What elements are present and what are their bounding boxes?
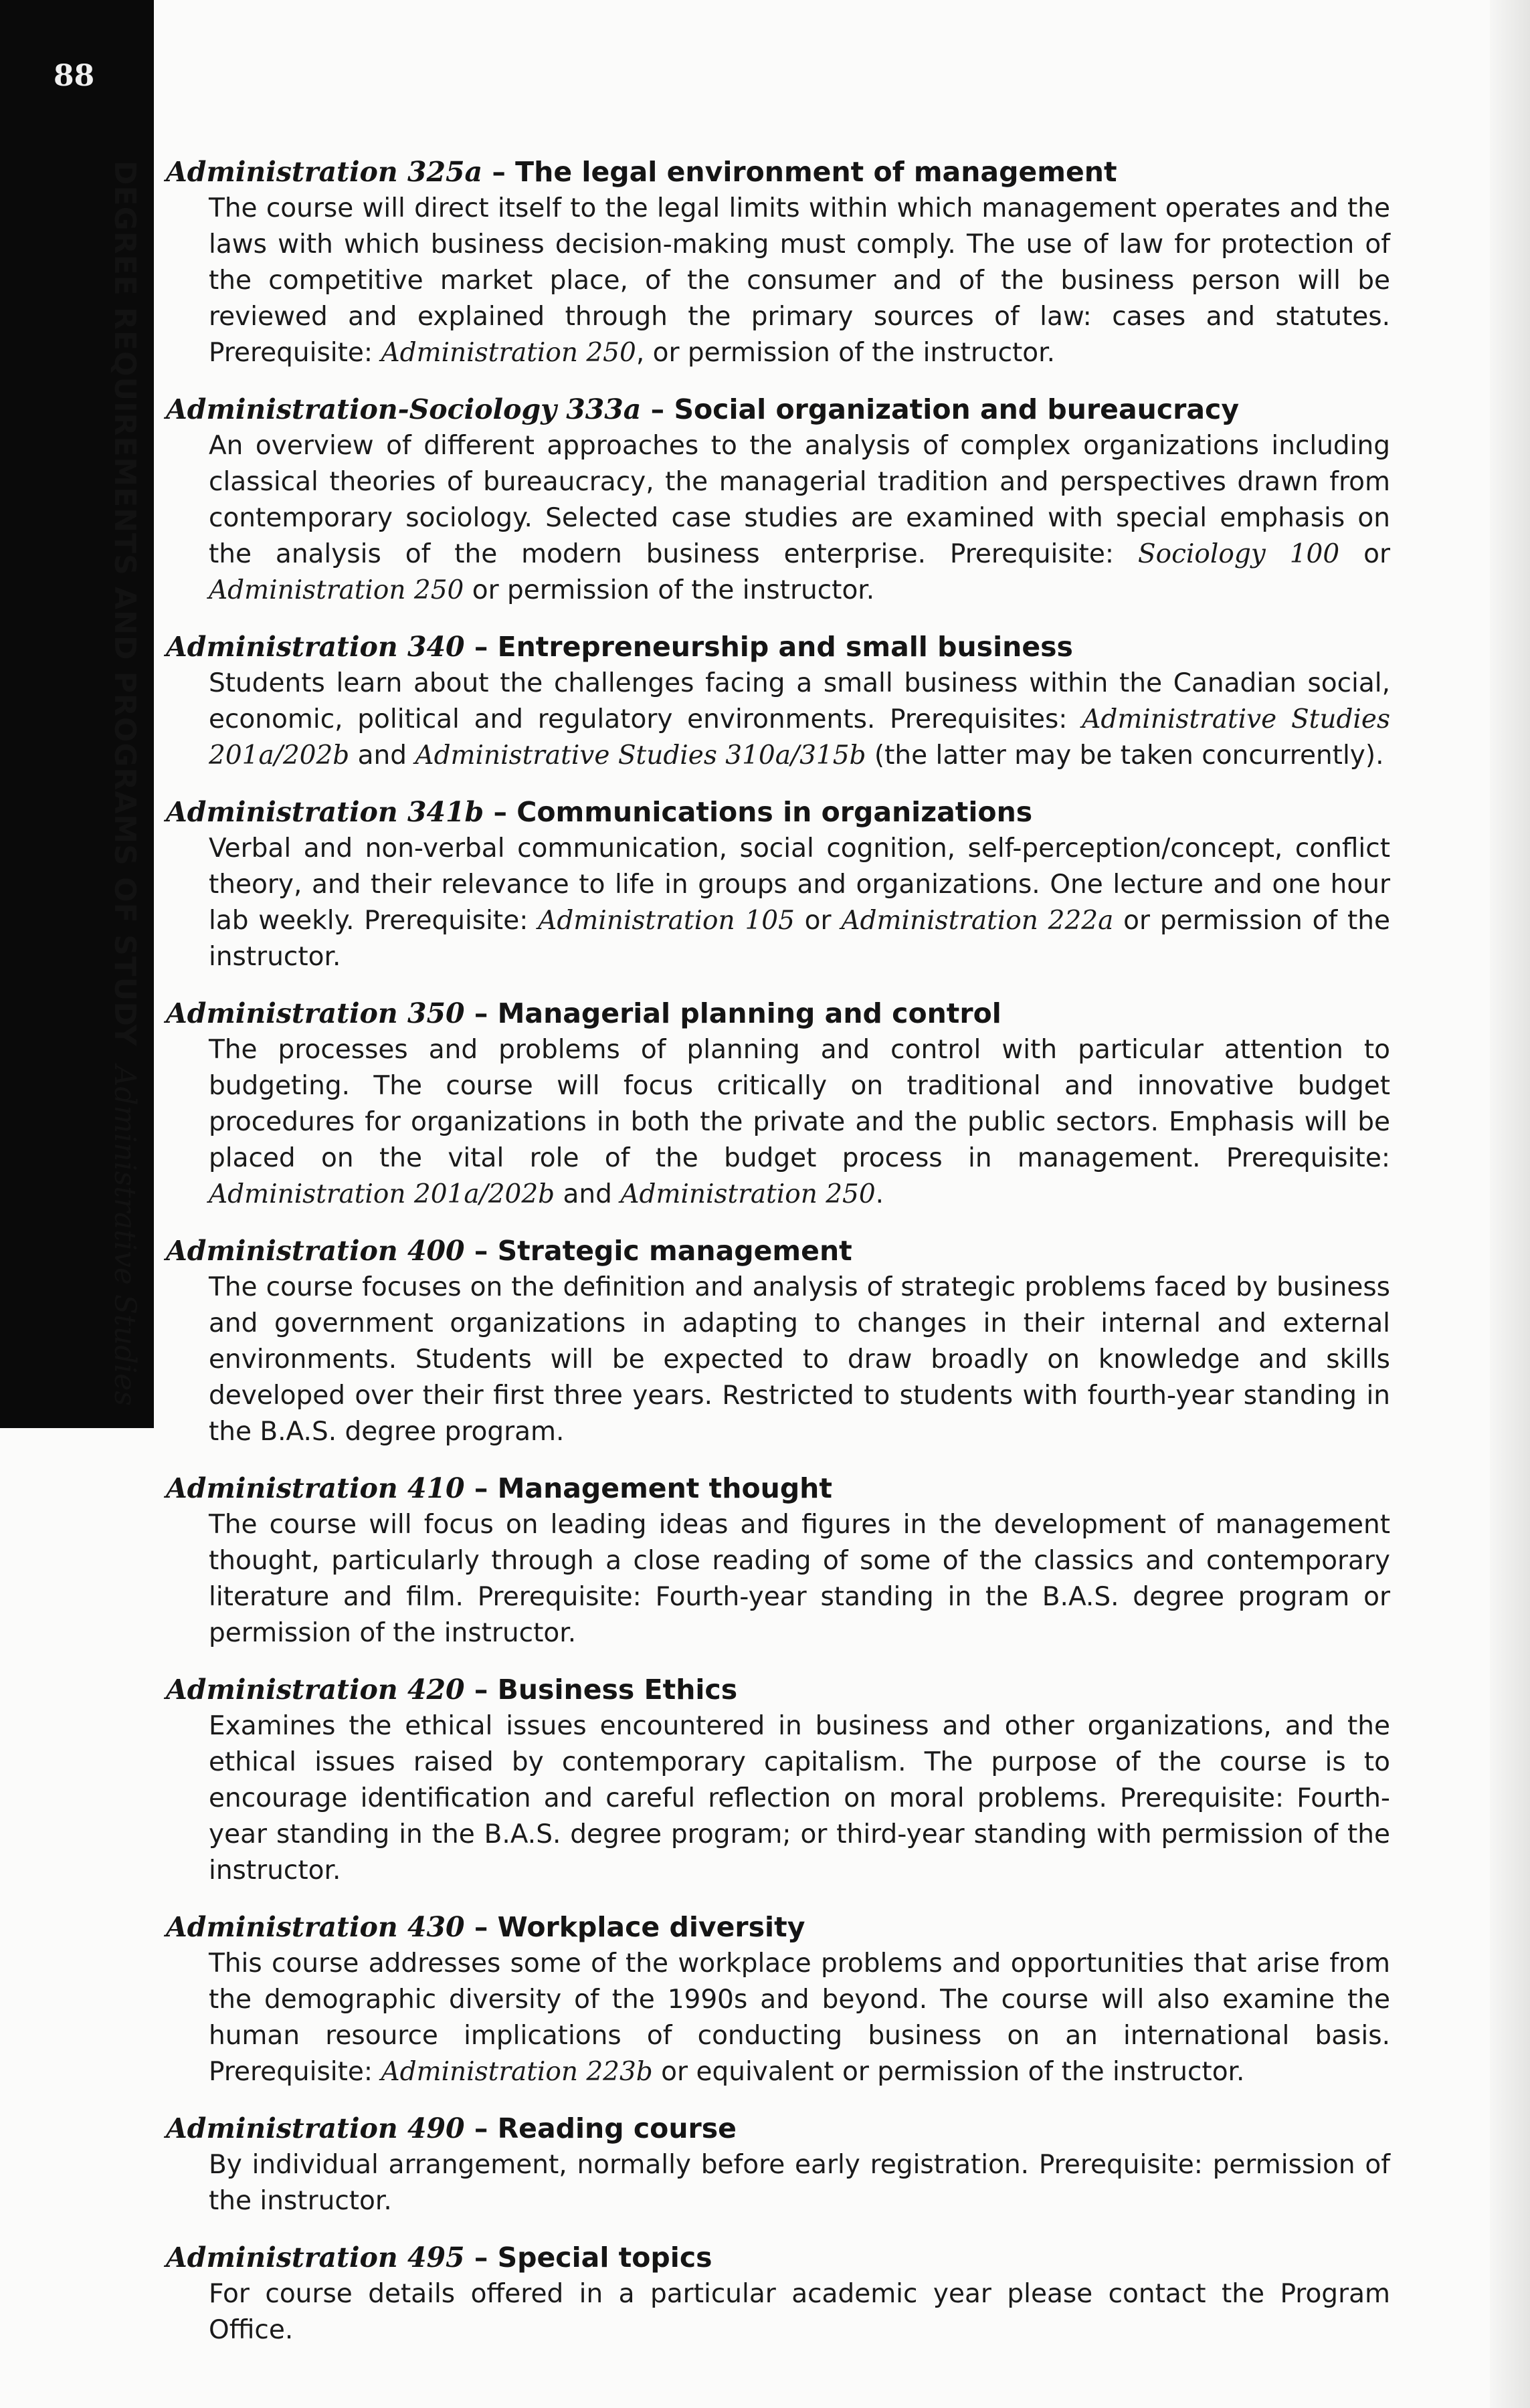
course-heading-separator: –	[484, 796, 517, 828]
course-description	[209, 666, 1390, 774]
description-text: , or permission of the instructor.	[636, 338, 1056, 368]
description-text: This course addresses some of the workplace problems and opportunities that arise from the demographic diversity of the 1990s and beyond. The course will also examine the human resource implications of conducting business on an international basis. Prerequisite:	[209, 1948, 1390, 2087]
course-heading-separator: –	[464, 1235, 498, 1267]
description-text: and	[555, 1179, 621, 1209]
course-reference: Administration 250	[209, 575, 464, 605]
course-list	[166, 154, 1390, 2369]
course-description	[209, 1032, 1390, 1213]
course-heading	[166, 154, 1390, 191]
course-title: Workplace diversity	[497, 1911, 805, 1943]
course-code: Administration-Sociology 333a	[166, 393, 642, 425]
course-code: Administration 340	[166, 631, 465, 663]
course-heading-separator: –	[464, 997, 498, 1029]
course-code: Administration 420	[166, 1674, 465, 1706]
description-text: .	[875, 1179, 884, 1209]
course-entry	[166, 2239, 1390, 2348]
course-entry	[166, 629, 1390, 774]
course-heading-separator: –	[464, 631, 498, 663]
course-code: Administration 410	[166, 1472, 465, 1504]
course-heading	[166, 1909, 1390, 1946]
course-code: Administration 350	[166, 997, 465, 1029]
course-heading-separator: –	[482, 156, 516, 188]
course-title: Business Ethics	[497, 1674, 738, 1706]
course-heading	[166, 1233, 1390, 1270]
course-description	[209, 2147, 1390, 2219]
description-text: By individual arrangement, normally before early registration. Prerequisite: permission of the instructor.	[209, 2150, 1390, 2216]
page-edge-shadow	[1490, 0, 1530, 2408]
description-text: (the latter may be taken concurrently).	[866, 740, 1384, 771]
description-text: The course will focus on leading ideas and figures in the development of management thought, particularly through a close reading of some of the classics and contemporary literature and film. Prerequisite: Fourth-year standing in the B.A.S. degree program or permission of the instructor.	[209, 1510, 1390, 1648]
course-entry	[166, 1233, 1390, 1450]
description-text: Examines the ethical issues encountered in business and other organizations, and the ethical issues raised by contemporary capitalism. The purpose of the course is to encourage identification and careful reflection on moral problems. Prerequisite: Fourth-year standing in the B.A.S. degree program; or third-year standing with permission of the instructor.	[209, 1711, 1390, 1886]
course-heading	[166, 995, 1390, 1032]
description-text: or permission of the instructor.	[209, 906, 1390, 972]
course-entry	[166, 1470, 1390, 1651]
course-entry	[166, 995, 1390, 1213]
course-reference: Administrative Studies 310a/315b	[415, 740, 866, 771]
course-reference: Administration 250	[620, 1179, 876, 1209]
course-description	[209, 428, 1390, 609]
running-head-text	[106, 161, 143, 1406]
course-heading	[166, 391, 1390, 428]
course-code: Administration 325a	[166, 156, 483, 188]
description-text: or	[1339, 539, 1390, 569]
course-heading	[166, 794, 1390, 831]
description-text: The course focuses on the definition and analysis of strategic problems faced by business and government organizations in adapting to changes in their internal and external environments. Students will be expected to draw broadly on knowledge and skills developed over their first three years. Restricted to students with fourth-year standing in the B.A.S. degree program.	[209, 1272, 1390, 1447]
course-heading	[166, 1470, 1390, 1507]
course-heading-separator: –	[641, 393, 674, 425]
course-description	[209, 1507, 1390, 1651]
course-heading-separator: –	[464, 1911, 498, 1943]
course-heading-separator: –	[464, 2112, 498, 2144]
course-code: Administration 495	[166, 2241, 465, 2274]
course-heading	[166, 1672, 1390, 1708]
course-reference: Administrative Studies 201a/202b	[209, 704, 1391, 771]
course-title: Management thought	[497, 1472, 832, 1504]
course-code: Administration 430	[166, 1911, 465, 1943]
course-heading-separator: –	[464, 1472, 498, 1504]
page-number: 88	[54, 59, 95, 93]
course-entry	[166, 1909, 1390, 2090]
description-text: Verbal and non-verbal communication, social cognition, self-perception/concept, conflict theory, and their relevance to life in groups and organizations. One lecture and one hour lab weekly. Prerequisite:	[209, 833, 1390, 936]
course-reference: Administration 222a	[841, 906, 1114, 936]
running-head	[106, 161, 146, 1498]
course-description	[209, 831, 1390, 975]
course-entry	[166, 154, 1390, 371]
course-entry	[166, 794, 1390, 975]
description-text: The processes and problems of planning and control with particular attention to budgeting. The course will focus critically on traditional and innovative budget procedures for organizations in both the private and the public sectors. Emphasis will be placed on the vital role of the budget process in management. Prerequisite:	[209, 1035, 1390, 1173]
course-reference: Administration 105	[538, 906, 795, 936]
description-text: or	[794, 906, 842, 936]
course-heading	[166, 629, 1390, 666]
course-heading-separator: –	[464, 2241, 498, 2274]
course-description	[209, 1708, 1390, 1889]
description-text: or equivalent or permission of the instructor.	[652, 2057, 1245, 2087]
description-text: An overview of different approaches to the analysis of complex organizations including classical theories of bureaucracy, the managerial tradition and perspectives drawn from contemporary sociology. Selected case studies are examined with special emphasis on the analysis of the modern business enterprise. Prerequisite:	[209, 431, 1390, 569]
course-entry	[166, 2110, 1390, 2219]
course-title: Managerial planning and control	[497, 997, 1001, 1029]
course-title: The legal environment of management	[515, 156, 1117, 188]
course-code: Administration 341b	[166, 796, 484, 828]
course-title: Reading course	[497, 2112, 737, 2144]
running-head-subsection: Administrative Studies	[108, 1065, 142, 1406]
course-title: Strategic management	[497, 1235, 852, 1267]
course-title: Entrepreneurship and small business	[497, 631, 1073, 663]
course-description	[209, 1270, 1390, 1450]
course-code: Administration 400	[166, 1235, 465, 1267]
course-reference: Administration 201a/202b	[209, 1179, 555, 1209]
course-description	[209, 2276, 1390, 2348]
course-reference: Administration 250	[381, 338, 636, 368]
description-text: Students learn about the challenges facing a small business within the Canadian social, economic, political and regulatory environments. Prerequisites:	[209, 668, 1390, 734]
course-description	[209, 1946, 1390, 2090]
course-reference: Sociology 100	[1137, 539, 1340, 569]
description-text: The course will direct itself to the legal limits within which management operates and the laws with which business decision-making must comply. The use of law for protection of the competitive market place, of the consumer and of the business person will be reviewed and explained through the primary sources of law: cases and statutes. Prerequisite:	[209, 193, 1390, 368]
course-code: Administration 490	[166, 2112, 465, 2144]
course-reference: Administration 223b	[381, 2057, 653, 2087]
course-description	[209, 191, 1390, 371]
running-head-section: DEGREE REQUIREMENTS AND PROGRAMS OF STUDY	[108, 161, 142, 1047]
course-entry	[166, 391, 1390, 609]
course-heading-separator: –	[464, 1674, 498, 1706]
course-heading	[166, 2110, 1390, 2147]
description-text: or permission of the instructor.	[464, 575, 875, 605]
course-heading	[166, 2239, 1390, 2276]
course-title: Social organization and bureaucracy	[674, 393, 1240, 425]
description-text: For course details offered in a particular academic year please contact the Program Office.	[209, 2279, 1390, 2345]
course-title: Communications in organizations	[516, 796, 1033, 828]
course-title: Special topics	[497, 2241, 712, 2274]
description-text: and	[349, 740, 415, 771]
course-entry	[166, 1672, 1390, 1889]
